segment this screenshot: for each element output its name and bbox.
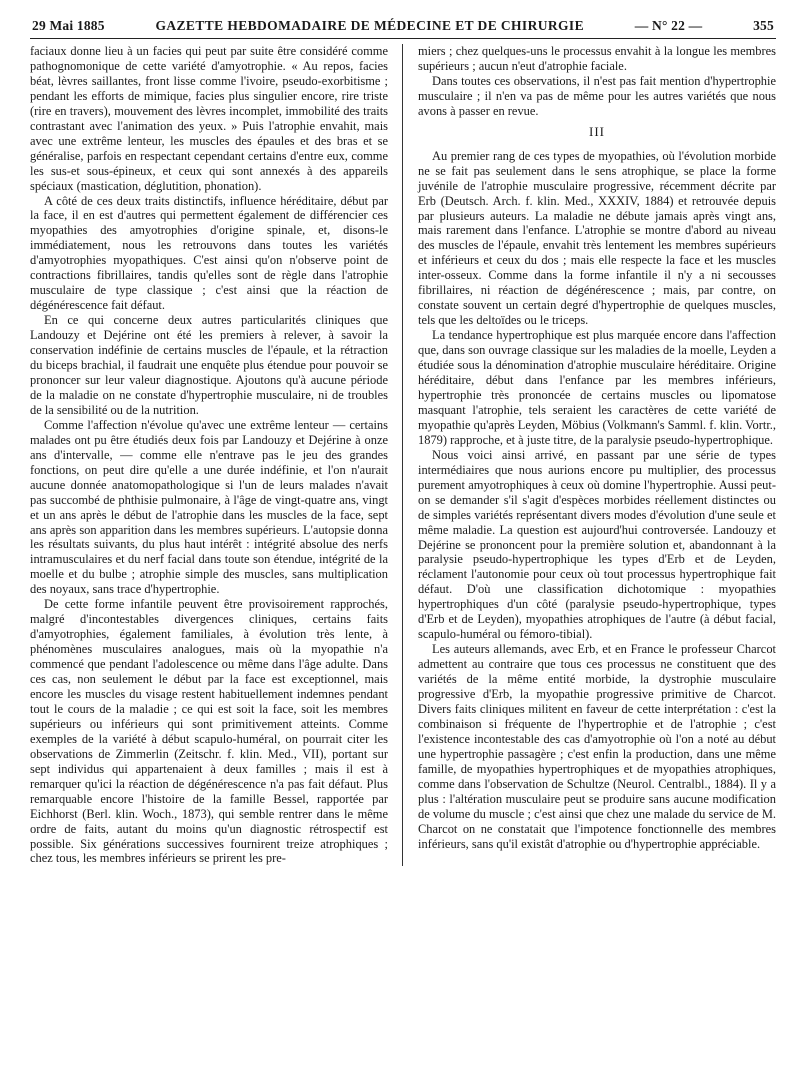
running-header [30,18,776,38]
paragraph: La tendance hypertrophique est plus marquée encore dans l'affection que, dans son ouvrage classique sur les maladies de la moelle, Leyden a étudiée sous la dénomination d'atrophie musculaire héréditaire. Origine héréditaire, début dans l'enfance par les membres inférieurs, hypertrophie très prononcée de certains muscles ou lipomatose masquant l'atrophie, tels seraient les caractères de cette variété de myopathie qu'après Leyden, Möbius (Volkmann's Samml. f. klin. Vortr., 1879) rapproche, et à juste titre, de la paralysie pseudo-hypertrophique. [418,328,776,447]
page-number: 355 [753,18,774,33]
issue-date: 29 Mai 1885 [32,18,105,33]
paragraph: Au premier rang de ces types de myopathies, où l'évolution morbide ne se fait pas seulement dans le sens atrophique, se place la forme juvénile de l'atrophie musculaire progressive, récemment décrite par Erb (Deutsch. Arch. f. klin. Med., XXXIV, 1884) et retrouvée depuis par plusieurs auteurs. La maladie ne débute jamais après vingt ans, mais rarement dans l'enfance. L'atrophie se montre d'abord au niveau des muscles de l'épaule, envahit très lentement les membres supérieurs et inférieurs et ceux du dos ; mais elle respecte la face et les muscles inter-osseux. Comme dans la forme infantile il n'y a ni secousses fibrillaires, ni réaction de dégénérescence ; mais, par contre, on constate souvent un certain degré d'hypertrophie de quelques muscles, tels que les deltoïdes ou le triceps. [418,148,776,328]
right-column [418,44,776,866]
column-divider [402,44,403,866]
paragraph: Nous voici ainsi arrivé, en passant par une série de types intermédiaires que nous aurions encore pu multiplier, des processus purement amyotrophiques à ceux où domine l'hypertrophie. Aussi peut-on se demander s'il s'agit d'espèces morbides réellement distinctes ou de simples variétés représentant divers modes d'évolution d'une seule et même maladie. La question est aujourd'hui controversée. Landouzy et Dejérine se prononcent pour la première solution et, abandonnant à la paralysie pseudo-hypertrophique les types d'Erb et de Leyden, réclament l'autonomie pour ceux où tout processus hypertrophique fait défaut. D'où une classification dichotomique : myopathies hypertrophiques d'un côté (paralysie pseudo-hypertrophique, types d'Erb et de Leyden), myopathies atrophiques de l'autre (à début facial, scapulo-huméral ou fémoro-tibial). [418,447,776,642]
paragraph: Dans toutes ces observations, il n'est pas fait mention d'hypertrophie musculaire ; il n'en va pas de même pour les autres variétés que nous avons à passer en revue. [418,73,776,118]
paragraph: Comme l'affection n'évolue qu'avec une extrême lenteur — certains malades ont pu être étudiés deux fois par Landouzy et Dejérine à onze ans d'intervalle, — comme elle n'entrave pas le jeu des grandes fonctions, on peut dire qu'elle a une durée indéfinie, et l'on n'aurait aucune donnée anatomopathologique si l'un de leurs malades n'avait pas succombé de phthisie pulmonaire, à l'âge de vingt-quatre ans, vingt et un ans après le début de l'atrophie dans les muscles de la face, sept ans après son apparition dans les membres supérieurs. L'autopsie donna les résultats suivants, du plus haut intérêt : intégrité absolue des nerfs intramusculaires et du nerf facial dans toute son étendue, intégrité de la moelle et du bulbe ; atrophie simple des muscles, sans multiplication des noyaux, sans trace d'hypertrophie. [30,417,388,597]
header-rule [30,38,776,39]
section-heading: III [589,123,605,139]
left-column [30,44,388,866]
journal-title: GAZETTE HEBDOMADAIRE DE MÉDECINE ET DE CHIRURGIE [155,18,584,33]
paragraph: faciaux donne lieu à un facies qui peut par suite être considéré comme pathognomonique de cette variété d'amyotrophie. « Au repos, facies béat, lèvres saillantes, front lisse comme l'ivoire, pseudo-exorbitisme ; pendant les efforts de mimique, facies plus singulier encore, rire triste (rire en travers), mouvement des lèvres incomplet, immobilité des traits contrastant avec l'animation des yeux. » Puis l'atrophie envahit, mais avec une extrême lenteur, les muscles des épaules et des bras et se généralise, parfois en respectant cependant certains d'entre eux, comme les sus-et sous-épineux, et ceux qui sont annexés à des appareils spéciaux (mastication, déglutition, phonation). [30,44,388,193]
two-column-body [30,44,776,866]
paragraph: miers ; chez quelques-uns le processus envahit à la longue les membres supérieurs ; aucun n'eut d'atrophie faciale. [418,44,776,73]
paragraph: Les auteurs allemands, avec Erb, et en France le professeur Charcot admettent au contraire que tous ces processus ne constituent que des variétés de la même entité morbide, la dystrophie musculaire progressive d'Erb, la myopathie progressive primitive de Charcot. Divers faits cliniques militent en faveur de cette interprétation : c'est la combinaison si fréquente de l'hypertrophie et de l'atrophie ; c'est l'existence incontestable des cas d'amyotrophie où l'on a noté au début une hypertrophie passagère ; c'est enfin la production, dans une même famille, de myopathies hypertrophiques et de myopathies atrophiques, comme dans l'observation de Schultze (Neurol. Centralbl., 1884). Il y a plus : l'altération musculaire peut se produire sans aucune modification de volume du muscle ; c'est ainsi que chez une malade du service de M. Charcot on ne constatait que l'impotence fonctionnelle des membres inférieurs, sans qu'il existât d'atrophie ou d'hypertrophie appréciable. [418,642,776,851]
paragraph: En ce qui concerne deux autres particularités cliniques que Landouzy et Dejérine ont été les premiers à relever, à savoir la conservation indéfinie de certains muscles de l'épaule, et la rétraction du biceps brachial, il faudrait une enquête plus étendue pour pouvoir se prononcer sur leur valeur diagnostique. Ajoutons qu'à aucune période de la maladie on ne constate d'hypertrophie musculaire, ni de troubles de la sensibilité ou de la nutrition. [30,313,388,417]
journal-page [30,18,776,1078]
paragraph: A côté de ces deux traits distinctifs, influence héréditaire, début par la face, il en est d'autres qui permettent également de différencier ces myopathies des amyotrophies d'origine spinale, et, disons-le immédiatement, nous les retrouvons dans toutes les variétés d'amyotrophies myopathiques. C'est ainsi qu'on n'observe point de contractions fibrillaires, tandis qu'elles sont de règle dans l'atrophie musculaire de type classique ; c'est ainsi que la réaction de dégénérescence fait défaut. [30,193,388,313]
paragraph: De cette forme infantile peuvent être provisoirement rapprochés, malgré d'incontestables divergences cliniques, certains faits d'amyotrophies, également familiales, à évolution très lente, à phénomènes musculaires analogues, mais où la myopathie n'a commencé que pendant l'adolescence ou même dans l'âge adulte. Dans ces cas, non seulement le début par la face est exceptionnel, mais encore les muscles du visage restent habituellement indemnes pendant tout le cours de la maladie ; ce qui est soit la face, soit les membres supérieurs ou inférieurs qui sont primitivement atteints. Comme exemples de la variété à début scapulo-huméral, on pourrait citer les observations de Zimmerlin (Zeitschr. f. klin. Med., VII), portant sur sept individus qui appartenaient à deux familles ; mais il est à remarquer qu'ici la réaction de dégénérescence n'a pas fait défaut. Plus remarquable encore l'histoire de la famille Bessel, rapportée par Eichhorst (Berl. klin. Woch., 1873), qui semble rentrer dans le même ordre de faits, autant du moins qu'un diagnostic rétrospectif est possible. Six générations successives fournirent treize atrophiques ; chez tous, les membres inférieurs se prirent les pre- [30,597,388,866]
issue-number: — N° 22 — [634,18,703,33]
